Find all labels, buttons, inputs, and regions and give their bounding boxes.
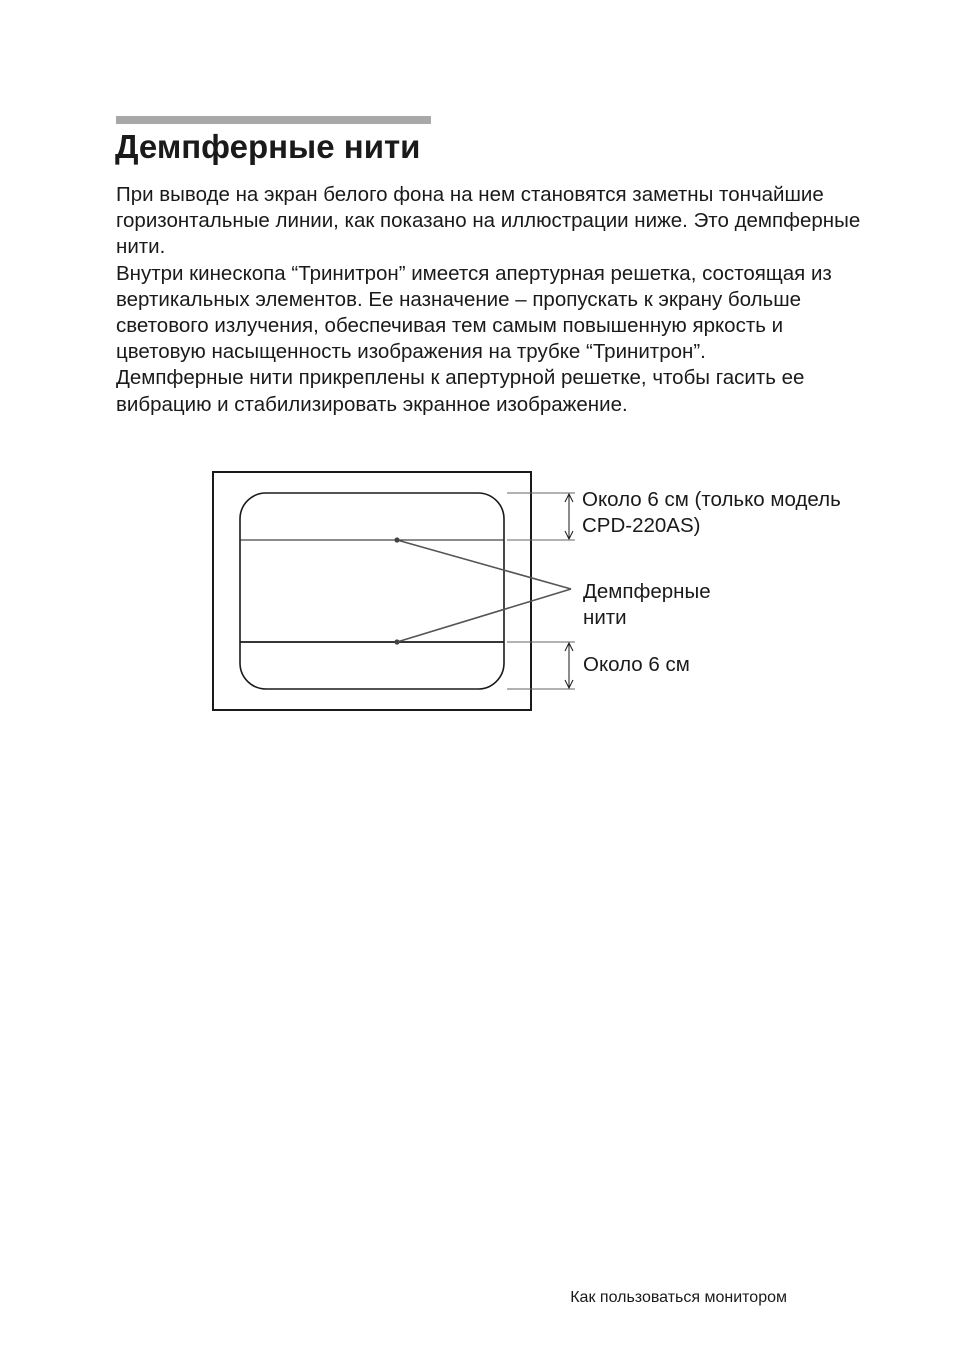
screen-outline xyxy=(240,493,504,689)
callout-bottom-distance: Около 6 см xyxy=(583,653,690,676)
footer-section-name: Как пользоваться монитором xyxy=(570,1289,787,1306)
leader-line-lower xyxy=(397,589,571,642)
leader-dot-upper xyxy=(394,537,399,542)
callout-threads-line2: нити xyxy=(583,606,627,629)
dimension-arrow-bottom xyxy=(565,643,573,688)
callout-damper-wires xyxy=(583,579,711,631)
callout-top-distance xyxy=(582,487,841,539)
page-title: Демпферные нити xyxy=(115,128,421,165)
callout-threads-line1: Демпферные xyxy=(583,580,711,603)
monitor-frame xyxy=(213,472,531,710)
title-rule xyxy=(116,116,431,124)
leader-line-upper xyxy=(397,540,571,589)
body-text xyxy=(116,182,876,418)
paragraph: Демпферные нити прикреплены к апертурной решетке, чтобы гасить ее вибрацию и стабилизировать экранное изображение. xyxy=(116,366,805,416)
dimension-arrow-top xyxy=(565,494,573,539)
callout-top-line1: Около 6 см (только модель xyxy=(582,488,841,511)
callout-top-line2: CPD-220AS) xyxy=(582,514,701,537)
paragraph: Внутри кинескопа “Тринитрон” имеется апертурная решетка, состоящая из вертикальных элементов. Ее назначение – пропускать к экрану больше светового излучения, обеспечивая тем самым повышенную яркость и цветовую насыщенность изображения на трубке “Тринитрон”. xyxy=(116,261,832,364)
paragraph: При выводе на экран белого фона на нем становятся заметны тончайшие горизонтальные линии, как показано на иллюстрации ниже. Это демпферные нити. xyxy=(116,183,861,259)
leader-dot-lower xyxy=(394,639,399,644)
